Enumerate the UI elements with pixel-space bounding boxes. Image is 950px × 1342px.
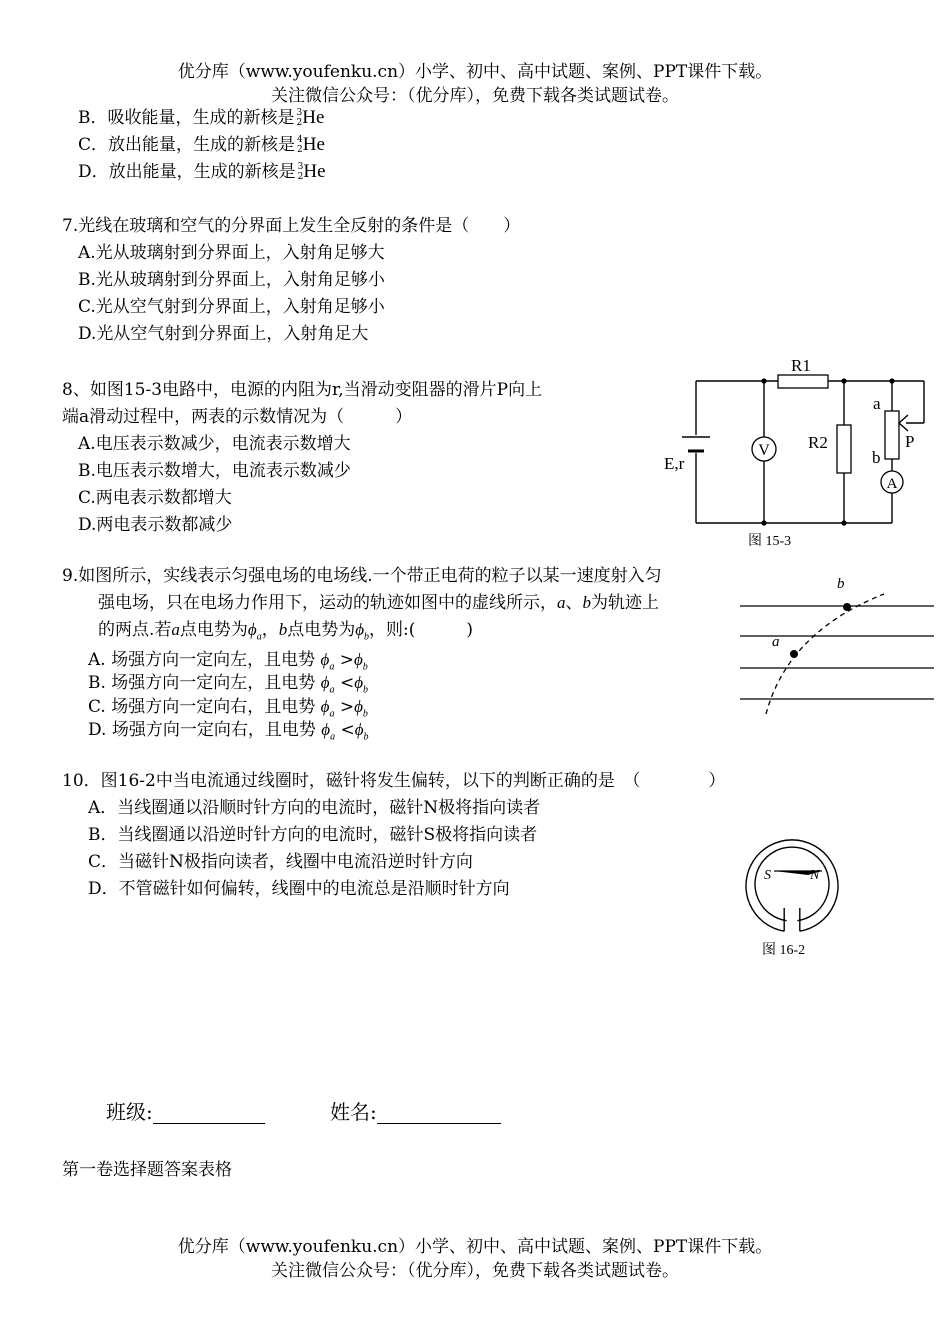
header-line-2: 关注微信公众号：（优分库），免费下载各类试题试卷。 [271, 86, 679, 106]
q9-option-d: D. 场强方向一定向右，且电势 $\phi_a <\phi_b$ [88, 720, 369, 743]
coil-outer [746, 840, 838, 931]
nuclide-he3: 3 2 He [296, 107, 325, 129]
point-a-label: a [772, 634, 780, 650]
coil-inner [755, 847, 829, 921]
source-label: E,r [664, 454, 685, 473]
point-b-dot [843, 603, 851, 611]
needle-s-label: S [764, 868, 771, 883]
footer-line-2: 关注微信公众号：（优分库），免费下载各类试题试卷。 [271, 1261, 679, 1281]
label-r2: R2 [808, 433, 828, 452]
label-a: a [873, 394, 881, 413]
q8-stem-line-2: 端a滑动过程中，两表的示数情况为（ ） [62, 407, 413, 427]
q6-option-b: B．吸收能量，生成的新核是 3 2 He [78, 107, 325, 129]
voltmeter-label: V [758, 442, 770, 459]
nuclide-he3: 3 2 He [297, 161, 326, 183]
q7-option-b: B.光从玻璃射到分界面上，入射角足够小 [78, 270, 385, 290]
q8-stem-line-1: 8、如图15-3电路中，电源的内阻为r,当滑动变阻器的滑片P向上 [62, 380, 543, 400]
label-p: P [905, 432, 915, 451]
q10-option-c: C．当磁针N极指向读者，线圈中电流沿逆时针方向 [88, 852, 473, 872]
q10-stem: 10．图16-2中当电流通过线圈时，磁针将发生偏转，以下的判断正确的是 （ ） [62, 771, 726, 791]
label-b: b [872, 448, 881, 467]
answer-table-title: 第一卷选择题答案表格 [62, 1160, 232, 1180]
electric-field-diagram [738, 572, 938, 720]
q8-option-b: B.电压表示数增大，电流表示数减少 [78, 461, 351, 481]
figure-caption-16-2: 图 16-2 [762, 943, 806, 958]
q10-option-d: D．不管磁针如何偏转，线圈中的电流总是沿顺时针方向 [88, 879, 510, 899]
figure-caption-15-3: 图 15-3 [748, 534, 792, 549]
name-blank[interactable] [377, 1105, 501, 1124]
q8-option-c: C.两电表示数都增大 [78, 488, 232, 508]
nuclide-he4: 4 2 He [297, 134, 325, 156]
point-a-dot [790, 650, 798, 658]
coil-compass-diagram [740, 820, 850, 965]
q9-option-a: A. 场强方向一定向左，且电势 $\phi_a >\phi_b$ [88, 650, 368, 673]
header-line-1: 优分库（www.youfenku.cn）小学、初中、高中试题、案例、PPT课件下载。 [177, 62, 773, 82]
name-field: 姓名: [330, 1100, 501, 1124]
q10-option-a: A．当线圈通以沿顺时针方向的电流时，磁针N极将指向读者 [88, 798, 541, 818]
resistor-r2 [837, 425, 851, 473]
q9-stem-line-1: 9.如图所示，实线表示匀强电场的电场线.一个带正电荷的粒子以某一速度射入匀 [62, 566, 662, 586]
label-r1: R1 [791, 356, 811, 375]
point-b-label: b [837, 576, 845, 592]
footer-line-1: 优分库（www.youfenku.cn）小学、初中、高中试题、案例、PPT课件下载。 [177, 1237, 773, 1257]
needle-n-label: N [810, 868, 820, 883]
q9-option-c: C. 场强方向一定向右，且电势 $\phi_a >\phi_b$ [88, 697, 368, 720]
q7-option-c: C.光从空气射到分界面上，入射角足够小 [78, 297, 385, 317]
rheostat [885, 411, 899, 459]
q7-option-d: D.光从空气射到分界面上，入射角足大 [78, 324, 369, 344]
q9-stem-line-3: 的两点.若a点电势为$\phi_a$，b点电势为$\phi_b$，则:( ) [98, 620, 474, 643]
q8-option-d: D.两电表示数都减少 [78, 515, 233, 535]
particle-trajectory [766, 594, 884, 714]
q7-stem: 7.光线在玻璃和空气的分界面上发生全反射的条件是（ ） [62, 216, 521, 236]
q6-option-c: C．放出能量，生成的新核是 4 2 He [78, 134, 325, 156]
q8-option-a: A.电压表示数减少，电流表示数增大 [78, 434, 351, 454]
circuit-diagram-15-3 [660, 355, 930, 555]
q7-option-a: A.光从玻璃射到分界面上，入射角足够大 [78, 243, 385, 263]
q6-option-d: D．放出能量，生成的新核是 3 2 He [78, 161, 326, 183]
ammeter-label: A [886, 476, 898, 492]
q10-option-b: B．当线圈通以沿逆时针方向的电流时，磁针S极将指向读者 [88, 825, 538, 845]
q9-stem-line-2: 强电场，只在电场力作用下，运动的轨迹如图中的虚线所示，a、b为轨迹上 [98, 593, 659, 613]
q9-option-b: B. 场强方向一定向左，且电势 $\phi_a <\phi_b$ [88, 673, 368, 696]
class-field: 班级: [106, 1100, 265, 1124]
resistor-r1 [778, 375, 828, 388]
class-blank[interactable] [153, 1105, 265, 1124]
